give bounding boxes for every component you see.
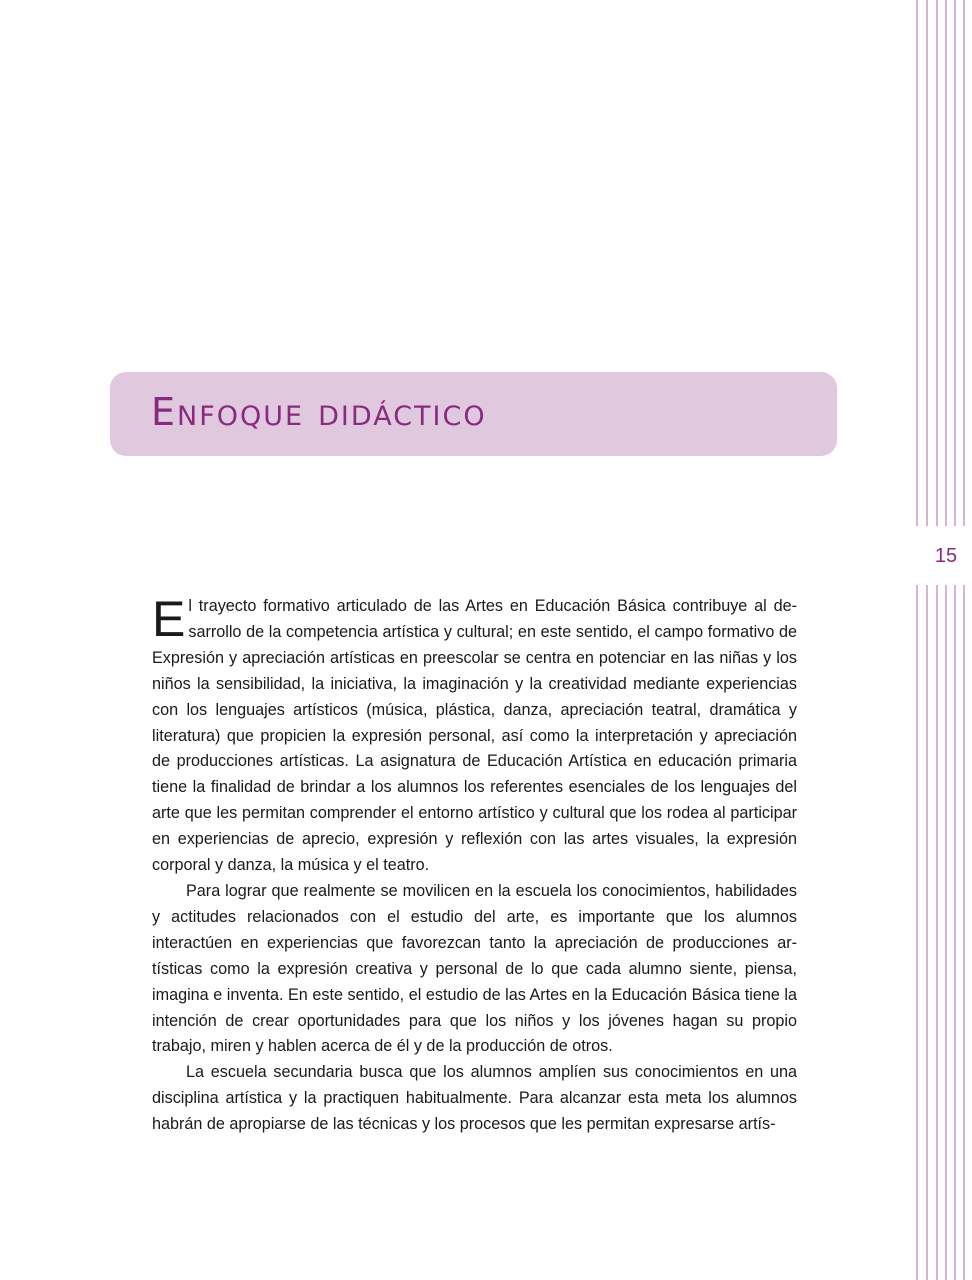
stripe (954, 0, 956, 526)
paragraph-3: La escuela secundaria busca que los alumnos amplíen sus conocimientos en una disciplina artística y la practiquen habitualmente. Para alcanzar esta meta los alumnos habrán de apropiarse de las técnicas y los procesos que les permitan expresarse artís- (152, 1063, 797, 1134)
stripe (926, 585, 928, 1280)
stripe (936, 585, 938, 1280)
decorative-side-stripes (910, 0, 972, 1280)
paragraph-2: Para lograr que realmente se movilicen en la escuela los conocimientos, habilidades y actitudes relacionados con el estudio del arte, es importante que los alumnos interactúen en experiencias que favorezcan tanto la apreciación de producciones artísticas como la expresión creativa y personal de lo que cada alumno siente, piensa, imagina e inventa. En este sentido, el estudio de las Artes en la Educación Básica tiene la intención de crear oportunidades para que los niños y los jóvenes hagan su propio trabajo, miren y hablen acerca de él y de la producción de otros. (152, 881, 797, 1056)
stripe (945, 585, 947, 1280)
stripe (954, 585, 956, 1280)
stripe (916, 0, 918, 526)
page-number: 15 (934, 545, 958, 567)
stripe (936, 0, 938, 526)
section-title: Enfoque didáctico (151, 390, 487, 434)
section-title-banner (110, 372, 837, 456)
stripe (945, 0, 947, 526)
paragraph-1-text: l trayecto formativo articulado de las Artes en Educación Básica contribuye al desarrollo de la competencia artística y cultural; en este sentido, el campo formativo de Expresión y apreciación artísticas en preescolar se centra en potenciar en las niñas y los niños la sensibilidad, la iniciativa, la imaginación y la creatividad mediante experiencias con los lenguajes artísticos (música, plástica, danza, apreciación teatral, dramática y literatura) que propicien la expresión personal, así como la interpretación y apreciación de producciones artísticas. La asignatura de Educación Artística en educación primaria tiene la finalidad de brindar a los alumnos los referentes esenciales de los lenguajes del arte que les permitan comprender el entorno artístico y cultural que los rodea al participar en experiencias de aprecio, expresión y reflexión con las artes visuales, la expresión corporal y danza, la música y el teatro. (152, 597, 797, 875)
stripe (926, 0, 928, 526)
body-text (152, 591, 797, 1138)
stripe (963, 585, 965, 1280)
paragraph-1 (152, 591, 797, 879)
stripe (963, 0, 965, 526)
drop-cap: E (152, 591, 186, 647)
stripe (916, 585, 918, 1280)
